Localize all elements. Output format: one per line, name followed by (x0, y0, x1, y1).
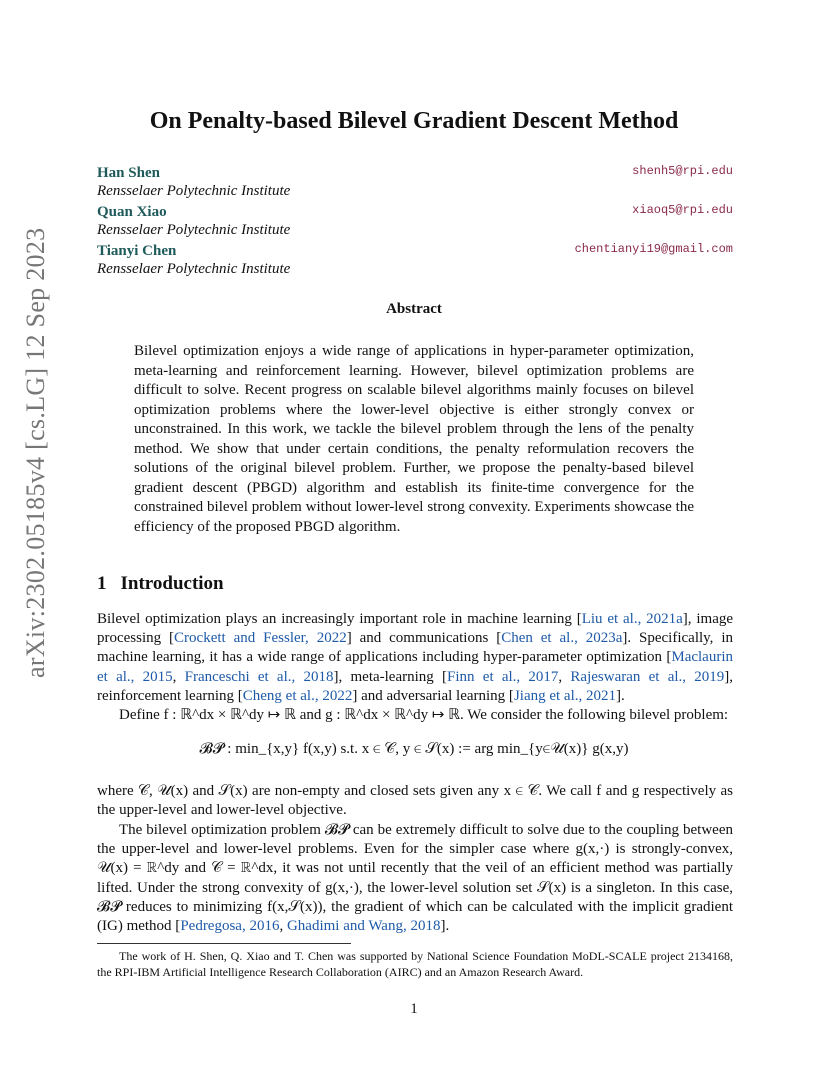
author-email[interactable]: xiaoq5@rpi.edu (632, 203, 733, 217)
author-name: Tianyi Chen (97, 243, 177, 259)
paragraph-text: ]. Specifically, in machine learning, it has a wide range of applications including hyper-parameter optimization [ (97, 630, 733, 666)
paragraph-text: , (558, 668, 571, 685)
author-email[interactable]: chentianyi19@gmail.com (574, 242, 733, 256)
citation-link[interactable]: Pedregosa, 2016 (180, 918, 280, 935)
paragraph-text: ]. (616, 687, 625, 704)
paragraph-text: ], image processing [ (97, 611, 734, 647)
citation-link[interactable]: Liu et al., 2021a (581, 611, 683, 627)
paragraph-text: , (279, 918, 287, 935)
footnote: The work of H. Shen, Q. Xiao and T. Chen was supported by National Science Foundation MoDL-SCALE project 2134168, the RPI-IBM Artificial Intelligence Research Collaboration (AIRC) and an Amazon Research Award. (97, 949, 733, 979)
paragraph-text: The bilevel optimization problem 𝓑𝓟 can be extremely difficult to solve due to the coupling between the upper-level and lower-level problems. Even for the simpler case where g(x,·) is strongly-convex, 𝒰(x) = ℝ^dy and 𝒞 = ℝ^dx, it was not until recently that the veil of an efficient method was partially lifted. Under the strong convexity of g(x,·), the lower-level solution set 𝒮(x) is a singleton. In this case, 𝓑𝓟 reduces to minimizing f(x,𝒮(x)), the gradient of which can be calculated with the implicit gradient (IG) method [ (97, 822, 733, 935)
author-affiliation: Rensselaer Polytechnic Institute (97, 183, 291, 199)
paper-title: On Penalty-based Bilevel Gradient Descent Method (149, 108, 679, 134)
body-paragraph (97, 821, 733, 936)
paragraph-text: ], meta-learning [ (333, 668, 448, 685)
paragraph-text: ]. (440, 918, 450, 935)
bilevel-equation: 𝓑𝓟 : min_{x,y} f(x,y) s.t. x ∈ 𝒞, y ∈ 𝒮(x) := arg min_{y∈𝒰(x)} g(x,y) (199, 741, 629, 757)
citation-link[interactable]: Ghadimi and Wang, 2018 (286, 918, 441, 935)
abstract-text: Bilevel optimization enjoys a wide range of applications in hyper-parameter optimization, meta-learning and reinforcement learning. However, bilevel optimization problems are difficult to solve. Recent progress on scalable bilevel algorithms mainly focuses on bilevel optimization problems where the lower-level objective is either strongly convex or unconstrained. In this work, we tackle the bilevel problem through the lens of the penalty method. We show that under certain conditions, the penalty reformulation recovers the solutions of the original bilevel problem. Further, we propose the penalty-based bilevel gradient descent (PBGD) algorithm and establish its finite-time convergence for the constrained bilevel problem without lower-level strong convexity. Experiments showcase the efficiency of the proposed PBGD algorithm. (134, 343, 694, 535)
citation-link[interactable]: Cheng et al., 2022 (242, 687, 353, 704)
abstract-heading: Abstract (386, 301, 442, 317)
author-email[interactable]: shenh5@rpi.edu (632, 164, 733, 178)
paragraph-text: ], reinforcement learning [ (97, 668, 734, 704)
citation-link[interactable]: Jiang et al., 2021 (513, 687, 617, 704)
definition-line: Define f : ℝ^dx × ℝ^dy ↦ ℝ and g : ℝ^dx × ℝ^dy ↦ ℝ. We consider the following bilevel problem: (119, 707, 729, 723)
section-number: 1 (97, 573, 107, 594)
citation-link[interactable]: Crockett and Fessler, 2022 (174, 630, 347, 647)
author-affiliation: Rensselaer Polytechnic Institute (97, 222, 291, 238)
paragraph-text: Bilevel optimization plays an increasingly important role in machine learning [ (97, 611, 582, 627)
author-affiliation: Rensselaer Polytechnic Institute (97, 261, 291, 277)
author-entry (97, 201, 733, 239)
paragraph-text: ] and communications [ (346, 630, 502, 647)
author-entry (97, 162, 733, 200)
section-heading (97, 573, 224, 595)
citation-link[interactable]: Rajeswaran et al., 2019 (570, 668, 725, 685)
arxiv-sidebar (16, 227, 56, 678)
citation-link[interactable]: Chen et al., 2023a (501, 630, 623, 647)
section-title: Introduction (120, 573, 224, 594)
where-paragraph: where 𝒞, 𝒰(x) and 𝒮(x) are non-empty and closed sets given any x ∈ 𝒞. We call f and g respectively as the upper-level and lower-level objective. (97, 783, 733, 819)
citation-link[interactable]: Maclaurin et al., 2015 (97, 649, 733, 685)
footnote-divider (97, 943, 351, 944)
paragraph-text: ] and adversarial learning [ (352, 687, 514, 704)
author-name: Han Shen (97, 165, 160, 181)
citation-link[interactable]: Franceschi et al., 2018 (184, 668, 334, 685)
author-name: Quan Xiao (97, 204, 167, 220)
paragraph-text: , (172, 668, 185, 685)
citation-link[interactable]: Finn et al., 2017 (447, 668, 559, 685)
author-entry (97, 240, 733, 278)
arxiv-stamp: arXiv:2302.05185v4 [cs.LG] 12 Sep 2023 (21, 227, 50, 678)
intro-paragraph (97, 610, 733, 706)
page-number: 1 (410, 1001, 418, 1017)
